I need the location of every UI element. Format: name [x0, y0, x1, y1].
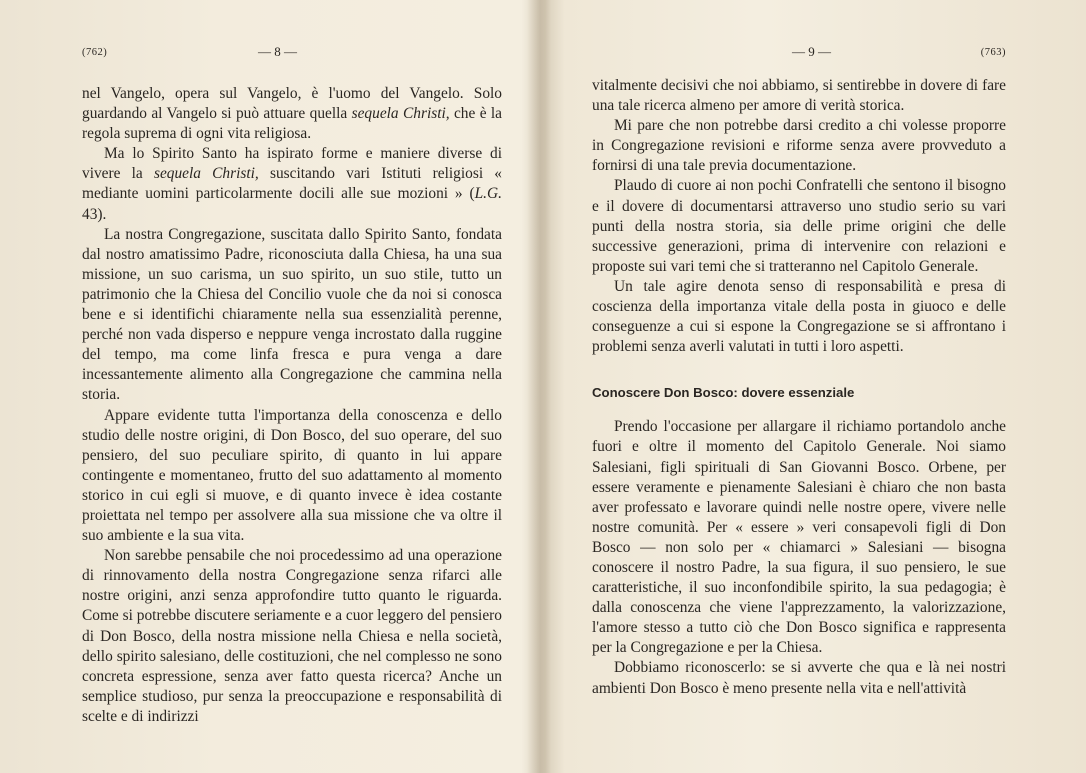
paragraph: Dobbiamo riconoscerlo: se si avverte che qua e là nei nostri ambienti Don Bosco è meno presente nella vita e nell'attività	[592, 659, 1006, 697]
left-page	[82, 0, 502, 773]
left-page-header	[82, 44, 502, 62]
left-page-folio: — 8 —	[258, 44, 297, 59]
paragraph: vitalmente decisivi che noi abbiamo, si sentirebbe in dovere di fare una tale ricerca almeno per amore di verità storica.	[592, 77, 1006, 115]
right-page-folio: — 9 —	[792, 44, 831, 59]
left-page-number: (762)	[82, 47, 108, 58]
paragraph: Mi pare che non potrebbe darsi credito a chi volesse proporre in Congregazione revisioni e riforme senza avere provveduto a fornirsi di una tale previa documentazione.	[592, 117, 1006, 175]
italic-phrase: sequela Christi,	[153, 165, 259, 183]
paragraph: Ma lo Spirito Santo ha ispirato forme e maniere diverse di vivere la sequela Christi, suscitando vari Istituti religiosi « mediante uomini particolarmente docili alle sue mozioni » (L.G. 43).	[82, 145, 502, 223]
paragraph: Prendo l'occasione per allargare il richiamo portandolo anche fuori e oltre il momento del Capitolo Generale. Noi siamo Salesiani, figli spirituali di San Giovanni Bosco. Orbene, per essere veramente e pienamente Salesiani è chiaro che non basta aver professato e lavorare quindi nelle nostre opere, vivere nelle nostre comunità. Per « essere » veri consapevoli figli di Don Bosco — non solo per « chiamarci » Salesiani — bisogna conoscere il nostro Padre, la sua figura, il suo pensiero, le sue caratteristiche, il suo inconfondibile spirito, la sua pedagogia; è dalla conoscenza che viene l'apprezzamento, la valorizzazione, l'amore stesso a tutto ciò che Don Bosco significa e rappresenta per la Congregazione e per la Chiesa.	[592, 418, 1006, 657]
italic-phrase: sequela Christi,	[351, 105, 450, 123]
paragraph: Non sarebbe pensabile che noi procedessimo ad una operazione di rinnovamento della nostra Congregazione senza rifarci alle nostre origini, anzi senza approfondire tutto quanto le riguarda. Come si potrebbe discutere seriamente e a cuor leggero del pensiero di Don Bosco, della nostra missione nella Chiesa e nella società, dello spirito salesiano, delle costituzioni, che nel complesso ne sono concreta espressione, senza aver fatto questa ricerca? Anche un semplice studioso, pur senza la preoccupazione e responsabilità di scelte e di indirizzi	[82, 547, 502, 725]
right-page-body	[592, 76, 1006, 699]
left-page-body	[82, 84, 502, 727]
right-page-number: (763)	[980, 47, 1006, 58]
citation-abbrev: L.G.	[474, 185, 502, 203]
section-heading: Conoscere Don Bosco: dovere essenziale	[592, 385, 855, 401]
right-page-header	[592, 44, 1006, 62]
paragraph: nel Vangelo, opera sul Vangelo, è l'uomo del Vangelo. Solo guardando al Vangelo si può attuare quella sequela Christi, che è la regola suprema di ogni vita religiosa.	[82, 85, 502, 143]
right-page	[592, 0, 1006, 773]
paragraph: La nostra Congregazione, suscitata dallo Spirito Santo, fondata dal nostro amatissimo Padre, riconosciuta dalla Chiesa, ha una sua missione, un suo carisma, un suo spirito, un suo stile, tutto un patrimonio che la Chiesa del Concilio vuole che da noi si conosca bene e si identifichi chiaramente nella sua essenzialità perenne, perché non vada disperso e neppure venga incrostato dalla ruggine del tempo, ma come linfa fresca e pura venga a dare incessantemente alimento alla Congregazione che cammina nella storia.	[82, 225, 502, 404]
paragraph: Plaudo di cuore ai non pochi Confratelli che sentono il bisogno e il dovere di documentarsi attraverso uno studio serio su vari punti della nostra storia, sia delle prime origini che delle successive generazioni, prima di intervenire con relazioni e proposte sui vari temi che si tratteranno nel Capitolo Generale.	[592, 177, 1006, 275]
paragraph: Appare evidente tutta l'importanza della conoscenza e dello studio delle nostre origini, di Don Bosco, del suo operare, del suo pensiero, del suo peculiare spirito, di quanto in lui appare contingente e momentaneo, frutto del suo adattamento al momento storico in cui egli si muove, e di quanto invece è idea costante proiettata nel tempo per assolvere alla sua missione che va oltre il suo ambiente e la sua vita.	[82, 406, 502, 545]
book-gutter	[527, 0, 551, 773]
paragraph: Un tale agire denota senso di responsabilità e presa di coscienza della importanza vitale della posta in giuoco e delle conseguenze a cui si espone la Congregazione se si affrontano i problemi senza averli valutati in tutti i loro aspetti.	[592, 277, 1006, 356]
